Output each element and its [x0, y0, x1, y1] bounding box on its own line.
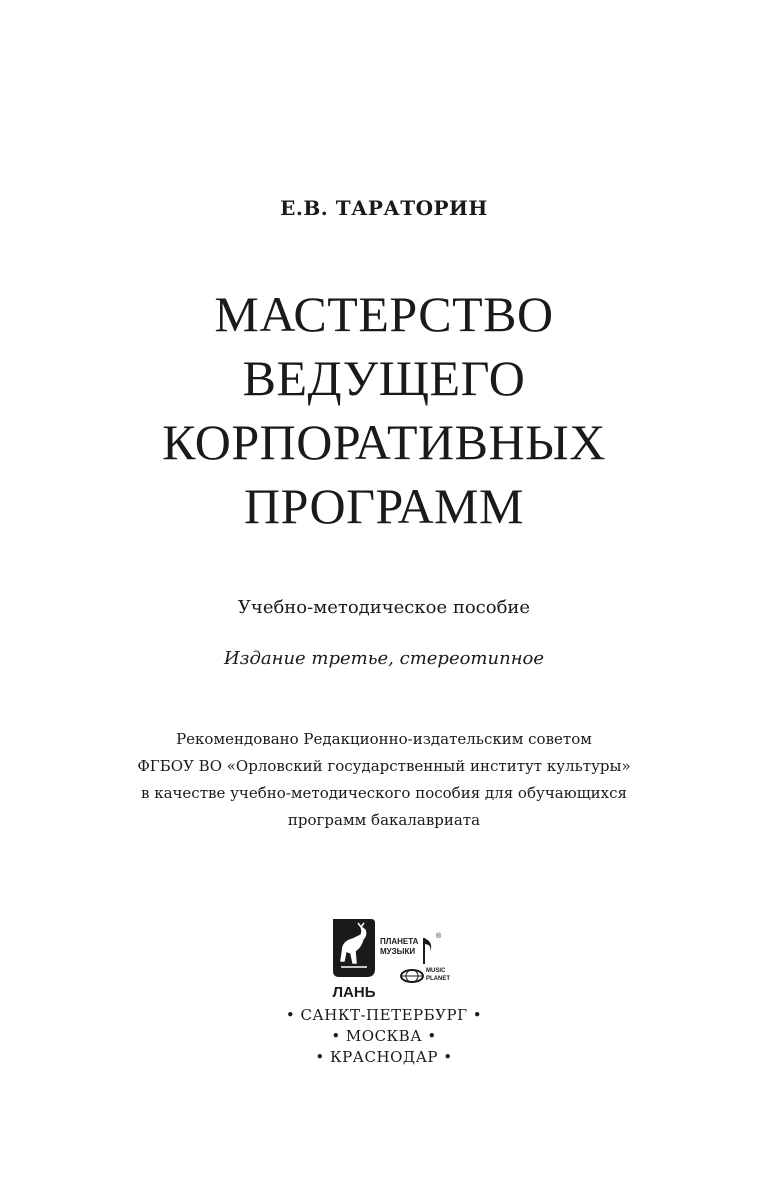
- music-logo-en1: MUSIC: [426, 968, 446, 974]
- music-planet-logo: [380, 930, 450, 990]
- registered-mark: ®: [436, 933, 442, 940]
- recommendation-line: Рекомендовано Редакционно-издательским советом: [176, 730, 592, 748]
- edition-note: Издание третье, стереотипное: [223, 648, 545, 669]
- author-name: Е.В. ТАРАТОРИН: [280, 196, 488, 220]
- book-subtitle: Учебно-методическое пособие: [237, 597, 531, 618]
- title-line: КОРПОРАТИВНЫХ: [162, 414, 606, 470]
- lan-logo-text: ЛАНЬ: [332, 984, 376, 1001]
- book-title: [0, 282, 768, 538]
- publisher-cities: [0, 1005, 768, 1068]
- music-logo-line2: МУЗЫКИ: [380, 947, 416, 956]
- title-line: МАСТЕРСТВО: [214, 286, 554, 342]
- title-line: ПРОГРАММ: [244, 478, 524, 534]
- lan-logo: [331, 917, 377, 1003]
- music-logo-en2: PLANET: [426, 976, 450, 982]
- city-line: • КРАСНОДАР •: [315, 1048, 453, 1066]
- recommendation-line: программ бакалавриата: [287, 811, 481, 829]
- city-line: • МОСКВА •: [331, 1027, 437, 1045]
- music-logo-line1: ПЛАНЕТА: [380, 937, 419, 946]
- title-line: ВЕДУЩЕГО: [242, 350, 526, 406]
- recommendation-line: в качестве учебно-методического пособия для обучающихся: [140, 784, 627, 802]
- deer-icon: [333, 919, 375, 977]
- recommendation-block: [0, 726, 768, 834]
- recommendation-line: ФГБОУ ВО «Орловский государственный институт культуры»: [137, 757, 631, 775]
- city-line: • САНКТ-ПЕТЕРБУРГ •: [285, 1006, 483, 1024]
